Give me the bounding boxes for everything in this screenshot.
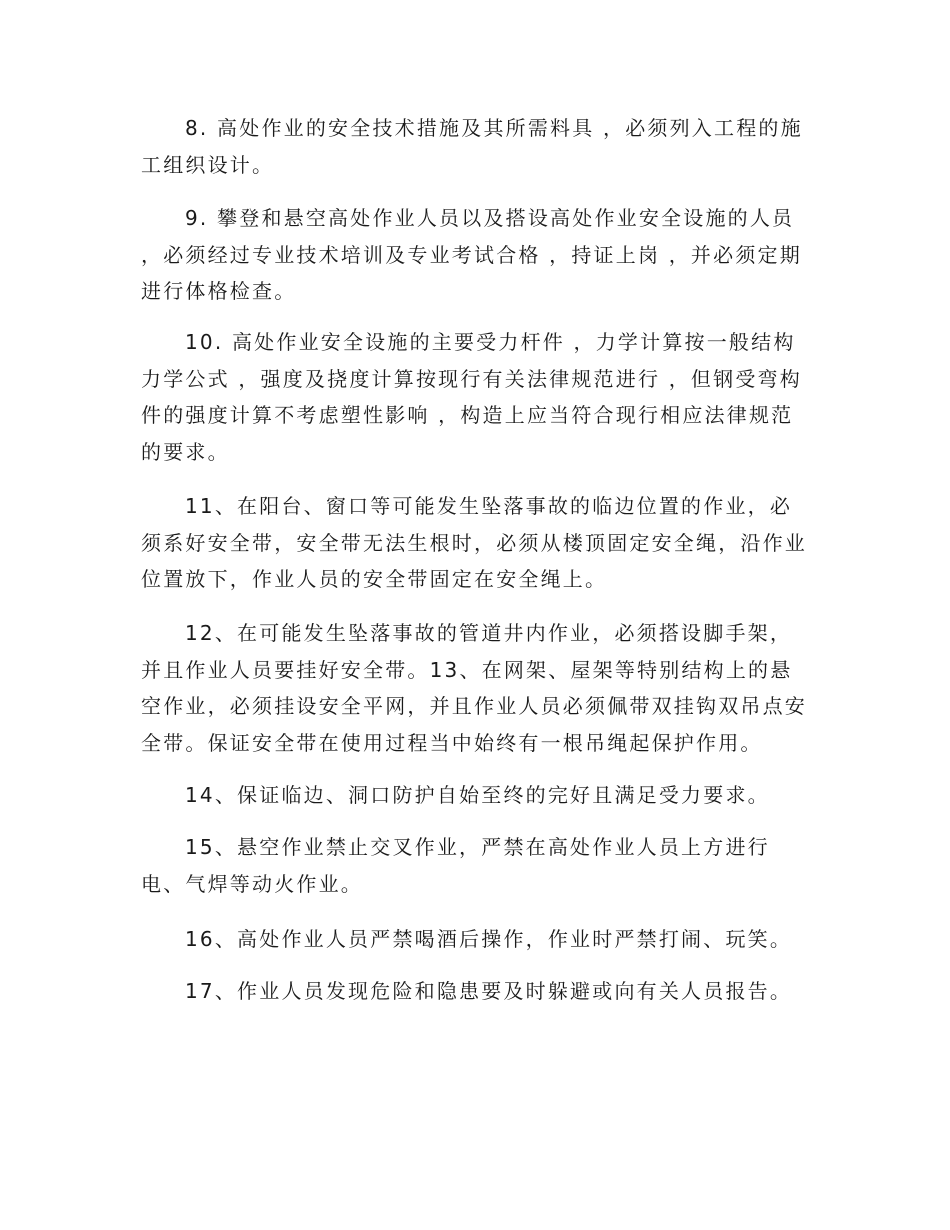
paragraph-item-16: 16、高处作业人员严禁喝酒后操作，作业时严禁打闹、玩笑。	[185, 927, 793, 951]
paragraph-item-12-13: 12、在可能发生坠落事故的管道井内作业，必须搭设脚手架，并且作业人员要挂好安全带。13、在网架、屋架等特别结构上的悬空作业，必须挂设安全平网，并且作业人员必须佩带双挂钩双吊点安全带。保证安全带在使用过程当中始终有一根吊绳起保护作用。	[141, 621, 807, 755]
paragraph-item-8: 8. 高处作业的安全技术措施及其所需料具 ，必须列入工程的施工组织设计。	[141, 116, 803, 177]
paragraph-item-17: 17、作业人员发现危险和隐患要及时躲避或向有关人员报告。	[185, 979, 793, 1003]
paragraph-item-10: 10. 高处作业安全设施的主要受力杆件 ，力学计算按一般结构力学公式 ，强度及挠度计算按现行有关法律规范进行 ，但钢受弯构件的强度计算不考虑塑性影响 ，构造上应当符合现行相应法律规范的要求。	[141, 330, 802, 464]
paragraph-item-15: 15、悬空作业禁止交叉作业，严禁在高处作业人员上方进行电、气焊等动火作业。	[141, 835, 770, 896]
paragraph-item-14: 14、保证临边、洞口防护自始至终的完好且满足受力要求。	[185, 783, 770, 807]
paragraph-item-9: 9. 攀登和悬空高处作业人员以及搭设高处作业安全设施的人员 ，必须经过专业技术培训及专业考试合格 ，持证上岗 ，并必须定期进行体格检查。	[141, 206, 802, 303]
paragraph-item-11: 11、在阳台、窗口等可能发生坠落事故的临边位置的作业，必须系好安全带，安全带无法生根时，必须从楼顶固定安全绳，沿作业位置放下，作业人员的安全带固定在安全绳上。	[141, 494, 807, 591]
